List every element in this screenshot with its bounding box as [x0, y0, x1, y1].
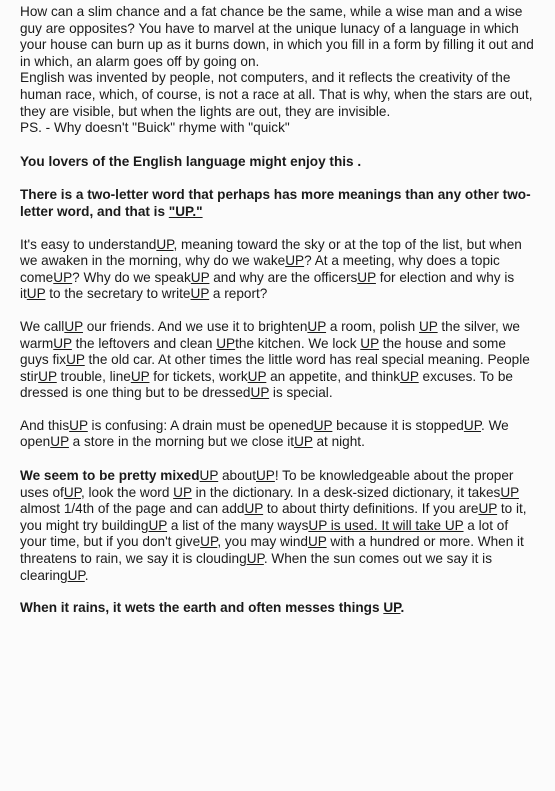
- text-span: a store in the morning but we close it: [68, 434, 295, 450]
- underlined-word: UP: [67, 567, 85, 583]
- text-span: .: [400, 600, 405, 616]
- text-span: . When the sun comes out we say it is clearing: [20, 551, 493, 583]
- underlined-word: UP is used. It will take UP: [308, 517, 464, 533]
- underlined-word: UP: [66, 352, 85, 368]
- text-span: the old car. At other times the little word has real special meaning. People stir: [20, 352, 530, 384]
- underlined-word: UP: [156, 236, 174, 252]
- text-span: .: [84, 567, 89, 583]
- text-span: the silver, we warm: [20, 318, 520, 351]
- underlined-word: UP: [38, 368, 57, 384]
- text-span: trouble, line: [56, 368, 131, 384]
- text-span: ! To be knowledgeable about the proper uses of: [20, 468, 514, 500]
- text-span: There is a two-letter word that perhaps has more meanings than any other two-letter word, and that is: [20, 187, 531, 219]
- text-span: the house and some guys fix: [20, 335, 506, 368]
- text-span: to about thirty definitions. If you are: [263, 501, 479, 517]
- text-span: with a hundred or more. When it threatens to rain, we say it is clouding: [20, 534, 524, 567]
- text-span: for election and why is it: [20, 269, 515, 302]
- underlined-word: UP: [500, 484, 519, 500]
- text-span: We call: [20, 318, 65, 334]
- text-span: a report?: [209, 286, 268, 302]
- underlined-word: UP: [383, 600, 401, 616]
- text-span: When it rains, it wets the earth and often messes things: [20, 600, 384, 616]
- text-span: It's easy to understand: [20, 236, 157, 252]
- text-span: ? Why do we speak: [72, 269, 191, 285]
- text-span: at night.: [312, 434, 365, 450]
- text-span: a lot of your time, but if you don't give: [20, 517, 509, 550]
- underlined-word: UP: [246, 551, 264, 567]
- text-span: and why are the officers: [209, 269, 358, 285]
- paragraph-call-up: [20, 319, 537, 402]
- underlined-word: UP: [357, 269, 376, 285]
- text-span: is confusing: A drain must be opened: [87, 417, 314, 433]
- paragraph-mixed-up: [20, 468, 537, 584]
- underlined-word: UP: [63, 484, 81, 500]
- text-span: . We open: [20, 417, 509, 450]
- text-span: ? At a meeting, why does a topic come: [20, 253, 500, 285]
- underlined-word: UP: [400, 368, 419, 384]
- paragraph-confusing: [20, 418, 537, 451]
- underlined-word: UP: [200, 534, 218, 550]
- underlined-word: UP: [50, 434, 69, 450]
- text-span: the leftovers and clean: [71, 335, 217, 351]
- text-span: a room, polish: [326, 318, 419, 334]
- rains-line: [20, 600, 537, 617]
- underlined-word: UP: [64, 318, 83, 334]
- underlined-word: UP: [190, 269, 210, 285]
- text-span: , look the word: [80, 484, 174, 500]
- underlined-word: UP: [244, 501, 264, 517]
- underlined-word: UP: [463, 417, 482, 433]
- text-span: to it, you might try building: [20, 501, 527, 533]
- text-span: in the dictionary. In a desk-sized dictionary, it takes: [191, 484, 501, 500]
- underlined-word: UP: [418, 318, 438, 334]
- underlined-word: UP: [53, 335, 72, 351]
- underlined-word: UP: [250, 385, 270, 401]
- underlined-word: UP: [294, 434, 313, 450]
- text-span: , you may wind: [217, 534, 308, 550]
- underlined-word: UP: [190, 286, 210, 302]
- text-span: because it is stopped: [332, 417, 464, 433]
- underlined-word: UP: [313, 417, 333, 433]
- underlined-word: UP: [199, 468, 219, 484]
- text-span: to the secretary to write: [45, 286, 191, 302]
- text-span: PS. - Why doesn't "Buick" rhyme with "quick": [20, 120, 290, 136]
- intro-paragraph: [20, 4, 537, 137]
- text-span: for tickets, work: [149, 368, 248, 384]
- underlined-word: UP: [173, 484, 192, 500]
- text-span: the kitchen. We lock: [235, 335, 361, 351]
- underlined-word: UP: [247, 368, 267, 384]
- underlined-word: UP: [216, 335, 236, 351]
- underlined-word: UP: [26, 286, 46, 302]
- text-span: about: [218, 468, 256, 484]
- underlined-word: UP: [360, 335, 379, 351]
- text-span: a list of the many ways: [167, 517, 309, 533]
- underlined-word: UP: [307, 318, 327, 334]
- text-span: an appetite, and think: [266, 368, 401, 384]
- text-span: , meaning toward the sky or at the top of the list, but when we awaken in the morning, why do we wake: [20, 236, 522, 269]
- underlined-word: UP: [255, 468, 275, 484]
- underlined-word: UP: [53, 269, 73, 285]
- text-span: And this: [20, 417, 70, 433]
- underlined-word: "UP.": [168, 203, 203, 219]
- underlined-word: UP: [69, 417, 88, 433]
- underlined-word: UP: [148, 517, 168, 533]
- lovers-line: You lovers of the English language might enjoy this .: [20, 153, 362, 169]
- text-span: excuses. To be dressed is one thing but to be dressed: [20, 368, 513, 401]
- underlined-word: UP: [307, 534, 327, 550]
- text-span: almost 1/4th of the page and can add: [20, 501, 245, 517]
- text-span: We seem to be pretty mixed: [20, 468, 200, 484]
- text-span: How can a slim chance and a fat chance be the same, while a wise man and a wise guy are opposites? You have to marvel at the unique lunacy of a language in which your house can burn up as it burns down, in which you fill in a form by filling it out and in which, an alarm goes off by going on.: [20, 4, 534, 69]
- text-span: English was invented by people, not computers, and it reflects the creativity of the human race, which, of course, is not a race at all. That is why, when the stars are out, they are visible, but when the lights are out, they are invisible.: [20, 70, 533, 119]
- text-span: is special.: [269, 385, 333, 401]
- text-span: our friends. And we use it to brighten: [82, 318, 308, 334]
- underlined-word: UP: [285, 253, 305, 269]
- underlined-word: UP: [130, 368, 150, 384]
- two-letter-heading: [20, 187, 537, 220]
- paragraph-understand: [20, 237, 537, 303]
- underlined-word: UP: [478, 501, 498, 517]
